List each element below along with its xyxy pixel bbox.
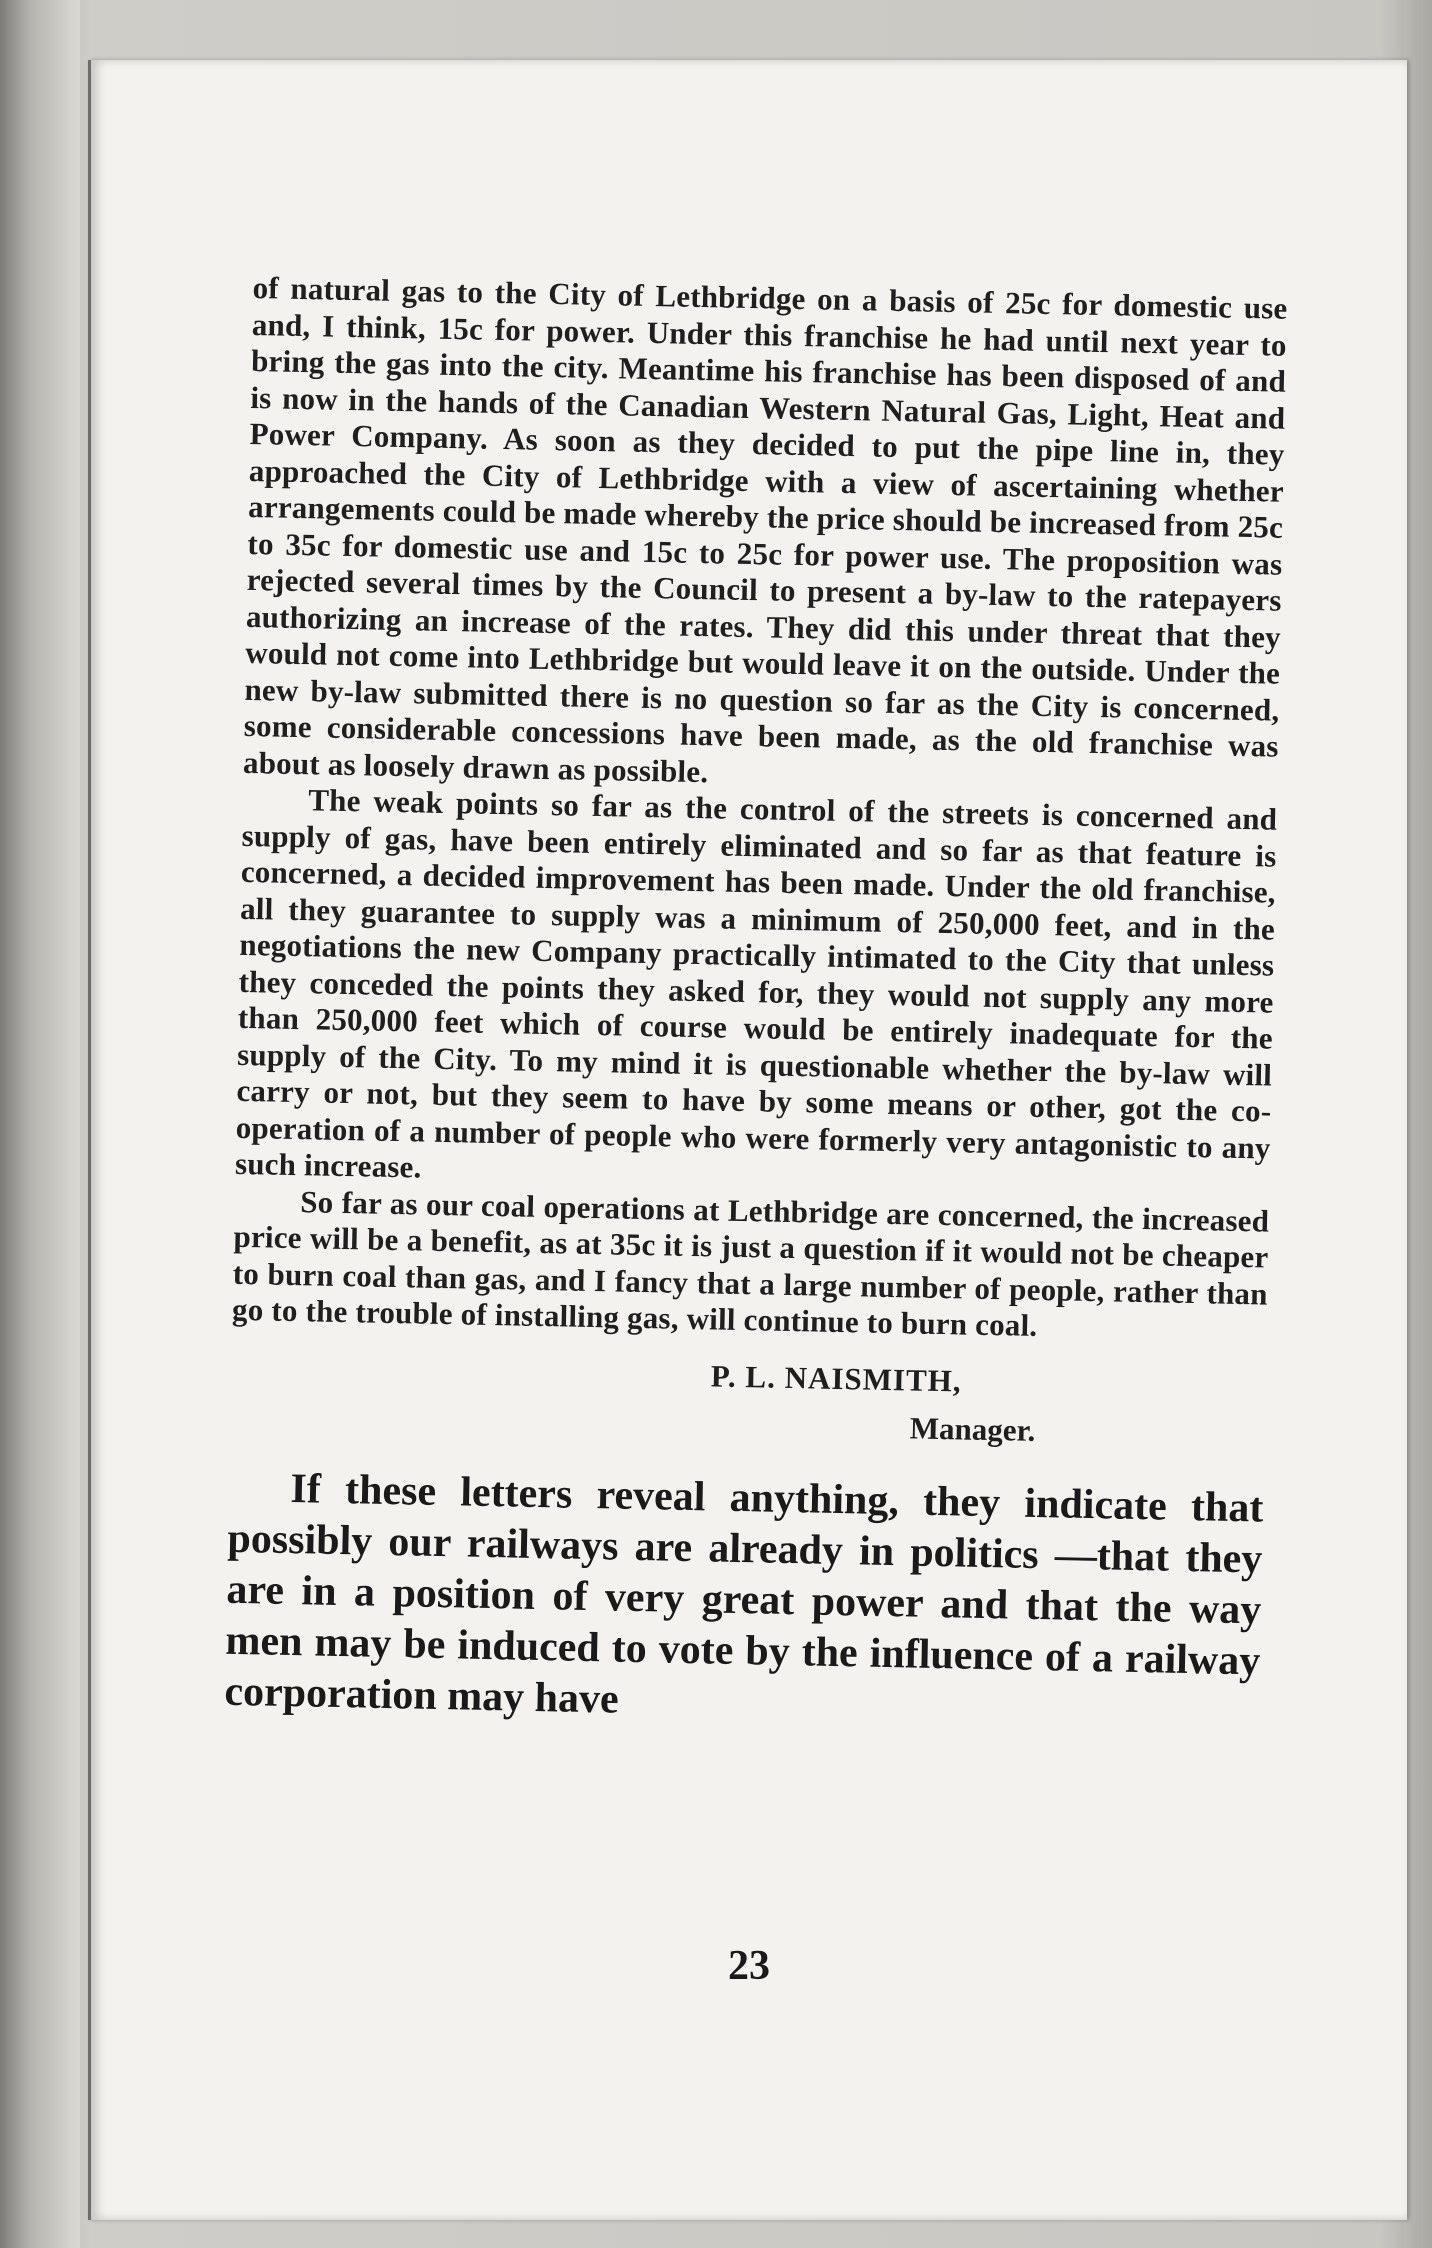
letter-paragraph-3: So far as our coal operations at Lethbridge are concerned, the increased price will be a benefit, as at 35c it is just a question if it would not be cheaper to burn coal than gas, and I fancy that a large number of people, rather than go to the trouble of installing gas, will continue to burn coal. — [231, 1183, 1270, 1343]
signature-name: P. L. NAISMITH, — [710, 1357, 962, 1398]
commentary-paragraph: If these letters reveal anything, they indicate that possibly our railways are already in politics —that they are in a position of very great power and that the way men may be induced to vote by the influence of a railway corporation may have — [224, 1465, 1264, 1723]
book-page — [88, 60, 1407, 2220]
letter-paragraph-2: The weak points so far as the control of the streets is concerned and supply of gas, have been entirely eliminated and so far as that feature is concerned, a decided improvement has been made. Under the old franchise, all they guarantee to supply was a minimum of 250,000 feet, and in the negotiations the new Company practically intimated to the City that unless they conceded the points they asked for, they would not supply any more than 250,000 feet which of course would be entirely inadequate for the supply of the City. To my mind it is questionable whether the by-law will carry or not, but they seem to have by some means or other, got the co-operation of a number of people who were formerly very antagonistic to any such increase. — [234, 782, 1278, 1185]
letter-body — [232, 270, 1288, 1349]
commentary-block — [224, 1462, 1264, 1738]
page-content — [224, 270, 1288, 1738]
page-number: 23 — [728, 1943, 770, 1989]
letter-paragraph-1: of natural gas to the City of Lethbridge on a basis of 25c for domestic use and, I think, 15c for power. Under this franchise he had until next year to bring the gas into the city. Meantime his franchise has been disposed of and is now in the hands of the Canadian Western Natural Gas, Light, Heat and Power Company. As soon as they decided to put the pipe line in, they approached the City of Lethbridge with a view of ascertaining whether arrangements could be made whereby the price should be increased from 25c to 35c for domestic use and 15c to 25c for power use. The proposition was rejected several times by the Council to present a by-law to the ratepayers authorizing an increase of the rates. They did this under threat that they would not come into Lethbridge but would leave it on the outside. Under the new by-law submitted there is no question so far as the City is concerned, some considerable concessions have been made, as the old franchise was about as loosely drawn as possible. — [242, 270, 1288, 789]
previous-page-edge — [0, 0, 80, 2248]
signature-block — [230, 1348, 1266, 1453]
signature-title: Manager. — [909, 1409, 1036, 1448]
